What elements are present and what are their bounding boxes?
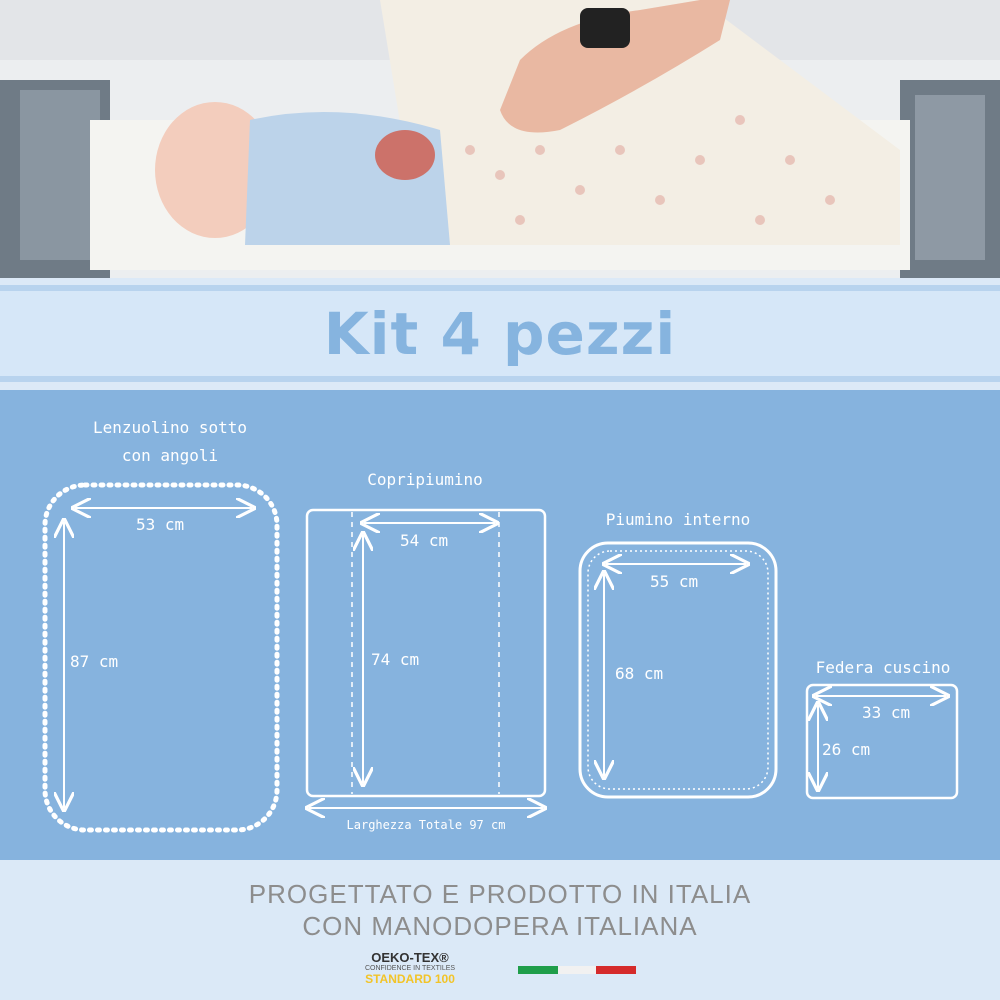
duvet-cover-height: 74 cm (371, 650, 420, 669)
duvet-cover-diagram (307, 510, 545, 808)
inner-duvet-height: 68 cm (615, 664, 664, 683)
sheet-label-line2: con angoli (121, 446, 219, 465)
oeko-tex-name: OEKO-TEX® (371, 950, 449, 965)
pillowcase-width: 33 cm (862, 703, 911, 722)
sheet-label-line1: Lenzuolino sotto (92, 418, 248, 437)
oeko-tex-badge (340, 950, 480, 986)
oeko-tex-standard: STANDARD 100 (365, 972, 455, 986)
pillowcase-label: Federa cuscino (815, 658, 951, 677)
sheet-width: 53 cm (136, 515, 185, 534)
duvet-cover-label: Copripiumino (367, 470, 483, 489)
flag-green (518, 966, 558, 974)
inner-duvet-width: 55 cm (650, 572, 699, 591)
oeko-tex-tagline: CONFIDENCE IN TEXTILES (364, 965, 456, 972)
flag-white (558, 966, 596, 974)
made-in-italy-line2: CON MANODOPERA ITALIANA (302, 911, 698, 941)
sheet-height: 87 cm (70, 652, 119, 671)
duvet-cover-total-width: Larghezza Totale 97 cm (346, 818, 506, 832)
page-title: Kit 4 pezzi (323, 300, 677, 368)
pillowcase-height: 26 cm (822, 740, 871, 759)
flag-red (596, 966, 636, 974)
made-in-italy-line1: PROGETTATO E PRODOTTO IN ITALIA (248, 879, 752, 909)
duvet-cover-width: 54 cm (400, 531, 449, 550)
inner-duvet-label: Piumino interno (605, 510, 751, 529)
